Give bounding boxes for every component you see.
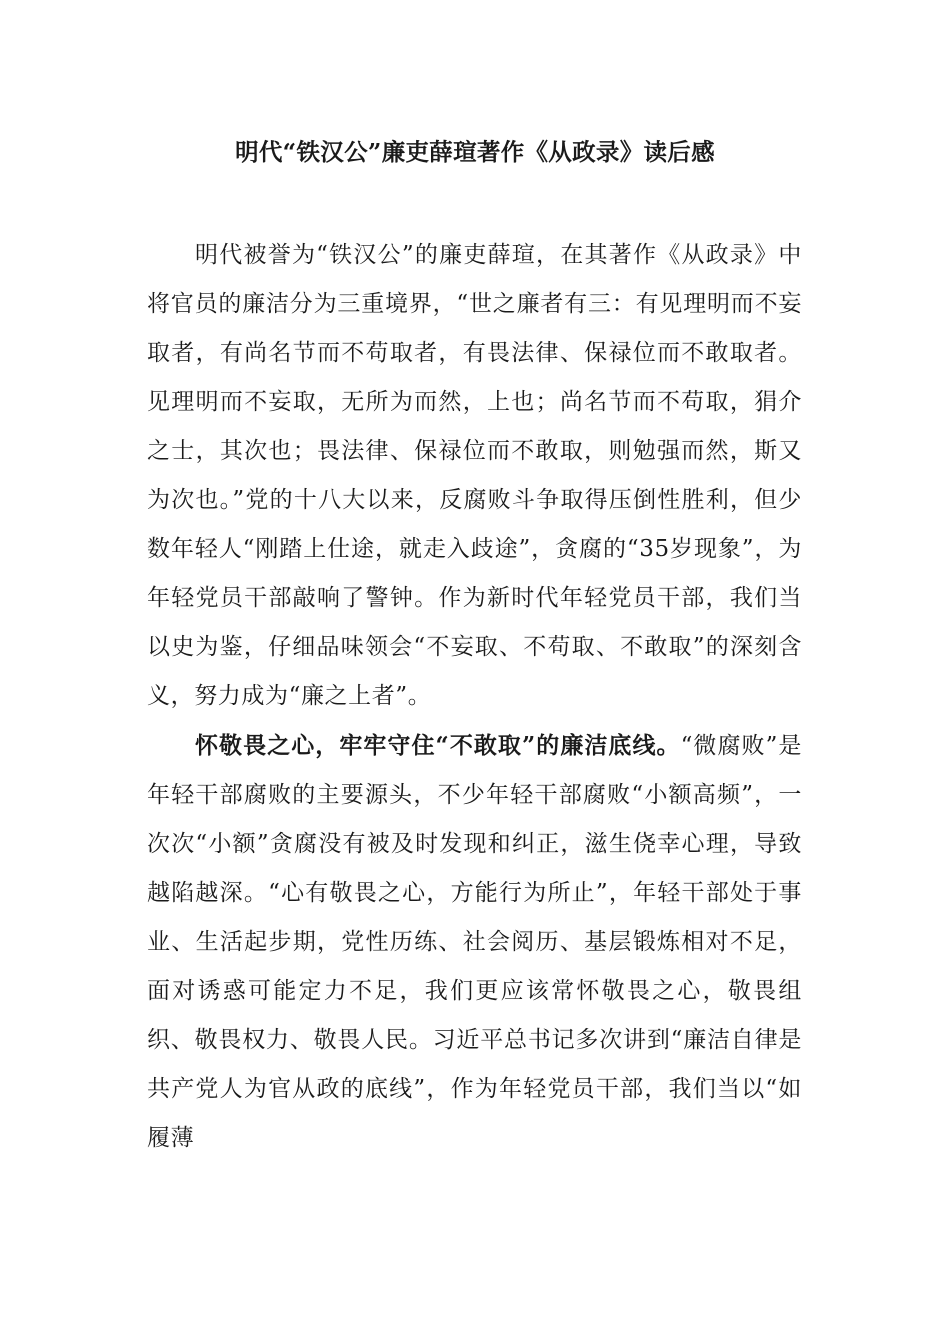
paragraph-awe-lead: 怀敬畏之心，牢牢守住“不敢取”的廉洁底线。 [195,732,681,759]
document-title: 明代“铁汉公”廉吏薛瑄著作《从政录》读后感 [235,138,715,166]
paragraph-intro-text: 明代被誉为“铁汉公”的廉吏薛瑄，在其著作《从政录》中将官员的廉洁分为三重境界，“世之廉者有三：有见理明而不妄取者，有尚名节而不苟取者，有畏法律、保禄位而不敢取者。见理明而不妄取，无所为而然，上也；尚名节而不苟取，狷介之士，其次也；畏法律、保禄位而不敢取，则勉强而然，斯又为次也。”党的十八大以来，反腐败斗争取得压倒性胜利，但少数年轻人“刚踏上仕途，就走入歧途”，贪腐的“35岁现象”，为年轻党员干部敲响了警钟。作为新时代年轻党员干部，我们当以史为鉴，仔细品味领会“不妄取、不苟取、不敢取”的深刻含义，努力成为“廉之上者”。 [147,242,802,709]
paragraph-awe [147,721,802,1163]
paragraph-awe-text: “微腐败”是年轻干部腐败的主要源头，不少年轻干部腐败“小额高频”，一次次“小额”贪腐没有被及时发现和纠正，滋生侥幸心理，导致越陷越深。“心有敬畏之心，方能行为所止”，年轻干部处于事业、生活起步期，党性历练、社会阅历、基层锻炼相对不足，面对诱惑可能定力不足，我们更应该常怀敬畏之心，敬畏组织、敬畏权力、敬畏人民。习近平总书记多次讲到“廉洁自律是共产党人为官从政的底线”，作为年轻党员干部，我们当以“如履薄 [147,733,802,1151]
document-body [147,231,802,1163]
paragraph-intro [147,231,802,721]
